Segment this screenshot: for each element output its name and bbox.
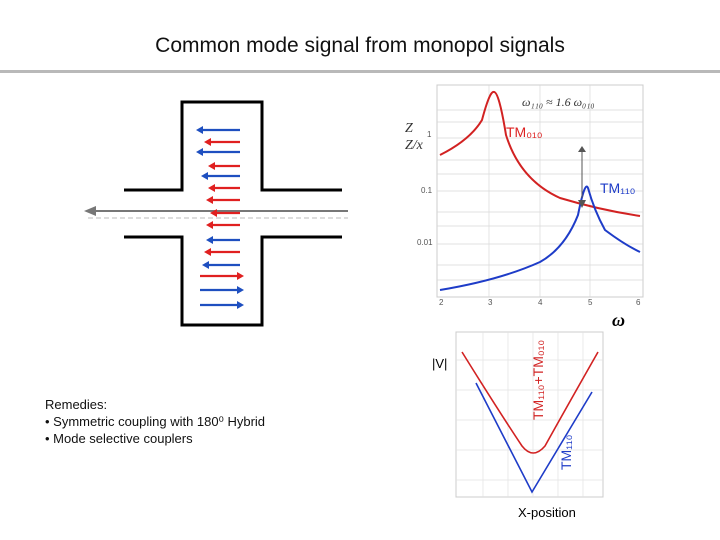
field-arrowhead-10 [204,248,211,256]
voltage-ylabel: |V| [432,356,448,371]
field-arrowhead-2 [196,148,203,156]
field-arrowhead-9 [206,236,213,244]
field-arrowhead-11 [202,261,209,269]
mode-b-label: TM₁₁₀ [600,180,636,196]
omega-axis-label: ω [612,310,626,330]
x-position-label: X-position [518,505,576,520]
x-tick-3: 3 [488,298,493,307]
remedies-block [45,396,265,447]
field-arrowhead-0 [196,126,203,134]
y-tick-001: 0.01 [417,238,433,247]
field-arrowhead-8 [206,221,213,229]
cavity-lower-wall [124,237,342,325]
field-arrowhead-14 [237,301,244,309]
field-arrowhead-4 [201,172,208,180]
field-arrowhead-5 [208,184,215,192]
field-arrowhead-6 [206,196,213,204]
impedance-ylabel: Z Z/x [405,121,423,153]
frequency-ratio-annotation: ω₁₁₀ ≈ 1.6 ω₀₁₀ [522,95,595,109]
field-arrowhead-1 [204,138,211,146]
y-tick-01: 0.1 [421,186,433,195]
remedies-item-couplers: • Mode selective couplers [45,431,193,446]
beam-arrowhead [84,206,96,216]
x-tick-5: 5 [588,298,593,307]
field-arrowhead-3 [208,162,215,170]
field-arrowhead-12 [237,272,244,280]
slide-title: Common mode signal from monopol signals [155,34,565,57]
voltage-red-label: TM₁₁₀+TM₀₁₀ [530,339,546,420]
x-tick-6: 6 [636,298,641,307]
field-arrowhead-13 [237,286,244,294]
y-tick-1: 1 [427,130,432,139]
mode-a-label: TM₀₁₀ [506,124,543,140]
x-tick-2: 2 [439,298,444,307]
voltage-blue-label: TM₁₁₀ [558,434,574,470]
remedies-item-hybrid: • Symmetric coupling with 180⁰ Hybrid [45,414,266,429]
remedies-heading: Remedies: [45,397,108,412]
x-tick-4: 4 [538,298,543,307]
